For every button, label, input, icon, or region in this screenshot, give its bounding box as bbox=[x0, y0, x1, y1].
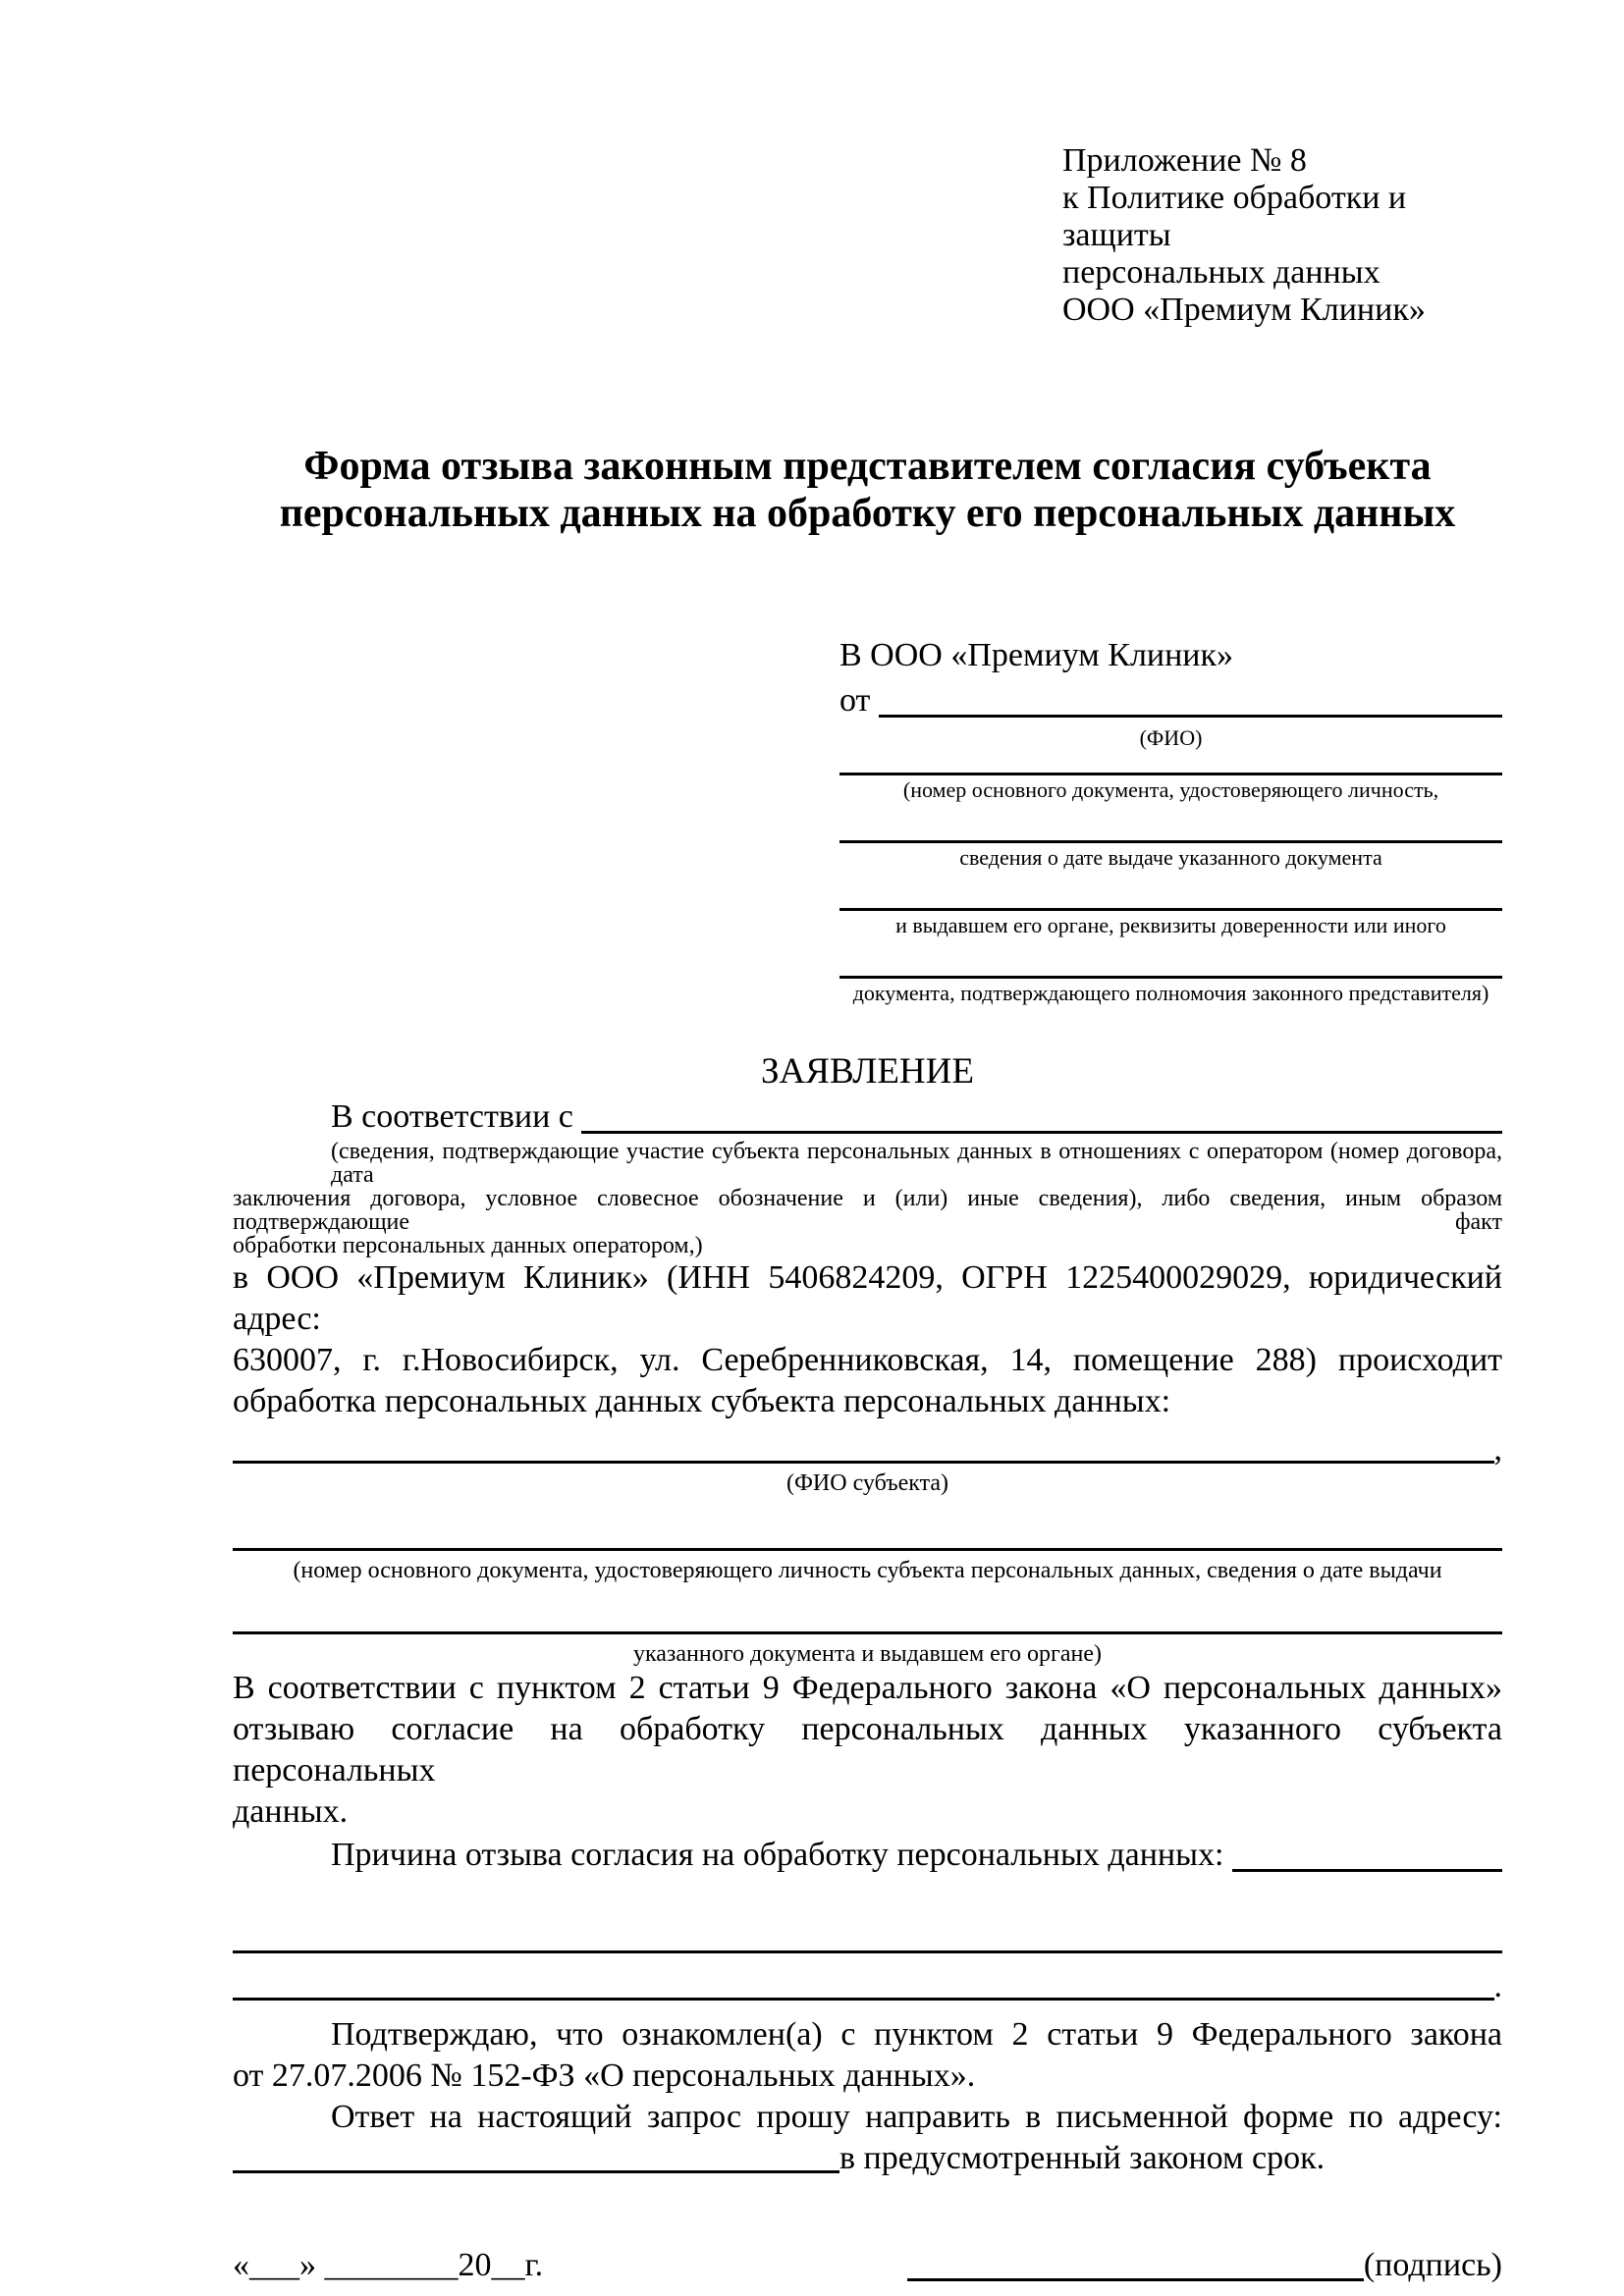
document-title: Форма отзыва законным представителем согласия субъекта персональных данных на обработку его персональных данных bbox=[279, 444, 1456, 536]
signature-block bbox=[907, 2244, 1502, 2287]
doc-field-caption: (номер основного документа, удостоверяющего личность, bbox=[902, 777, 1439, 802]
subject-doc-row bbox=[233, 1602, 1502, 1640]
reply-suffix: в предусмотренный законом срок. bbox=[839, 2140, 1326, 2176]
appendix-line: Приложение № 8 bbox=[1062, 142, 1307, 179]
recipient-to: В ООО «Премиум Клиник» bbox=[839, 637, 1234, 673]
subject-doc-row bbox=[233, 1519, 1502, 1557]
reply-address-line bbox=[233, 2141, 839, 2173]
withdrawal-line: отзываю согласие на обработку персональных данных указанного субъекта персональных bbox=[233, 1711, 1502, 1789]
intro-note-line: заключения договора, условное словесное обозначение и (или) иные сведения), либо сведения, иным образом подтверждающие факт bbox=[233, 1186, 1502, 1235]
appendix-line: персональных данных bbox=[1062, 254, 1380, 291]
intro-prefix: В соответствии с bbox=[331, 1098, 582, 1135]
subject-doc-line bbox=[233, 1602, 1502, 1634]
confirm-line: от 27.07.2006 № 152-ФЗ «О персональных данных». bbox=[233, 2057, 976, 2094]
withdrawal-line: В соответствии с пунктом 2 статьи 9 Федерального закона «О персональных данных» bbox=[233, 1670, 1502, 1706]
subject-fio-trailing: , bbox=[1493, 1431, 1502, 1468]
intro-row bbox=[233, 1095, 1502, 1140]
doc-field-caption: и выдавшем его органе, реквизиты доверенности или иного bbox=[895, 913, 1446, 937]
reason-field-line bbox=[1232, 1840, 1502, 1872]
from-row bbox=[839, 678, 1502, 723]
blank-field-trailing: . bbox=[1493, 1968, 1502, 2004]
subject-doc-caption: указанного документа и выдавшем его органе) bbox=[632, 1641, 1103, 1667]
confirm-line: Подтверждаю, что ознакомлен(а) с пунктом 2 статьи 9 Федерального закона bbox=[331, 2016, 1502, 2053]
date-line: «___» ________20__г. bbox=[233, 2247, 544, 2283]
appendix-note bbox=[1062, 142, 1502, 329]
statement-heading: ЗАЯВЛЕНИЕ bbox=[761, 1051, 974, 1092]
withdrawal-line: данных. bbox=[233, 1793, 349, 1830]
subject-fio-line bbox=[233, 1431, 1494, 1464]
doc-field-line bbox=[839, 753, 1502, 775]
footer-row bbox=[233, 2244, 1502, 2287]
fio-caption: (ФИО) bbox=[1139, 725, 1203, 750]
reply-address-row bbox=[233, 2138, 1502, 2179]
blank-field-line bbox=[233, 1968, 1494, 2001]
from-field-line bbox=[879, 685, 1502, 718]
doc-field-caption: сведения о дате выдаче указанного документа bbox=[959, 845, 1382, 870]
operator-paragraph-line: в ООО «Премиум Клиник» (ИНН 5406824209, ОГРН 1225400029029, юридический адрес: bbox=[233, 1259, 1502, 1337]
doc-field-line bbox=[839, 805, 1502, 843]
operator-paragraph-line: 630007, г. г.Новосибирск, ул. Серебренниковская, 14, помещение 288) происходит bbox=[233, 1342, 1502, 1378]
signature-line bbox=[907, 2249, 1364, 2281]
reason-prefix: Причина отзыва согласия на обработку персональных данных: bbox=[331, 1837, 1232, 1873]
intro-field-line bbox=[581, 1101, 1502, 1134]
recipient-block bbox=[839, 633, 1502, 1008]
doc-field-line bbox=[839, 873, 1502, 911]
doc-field-caption: документа, подтверждающего полномочия законного представителя) bbox=[852, 981, 1489, 1005]
reason-row bbox=[233, 1833, 1502, 1878]
subject-doc-caption: (номер основного документа, удостоверяющего личность субъекта персональных данных, сведения о дате выдачи bbox=[293, 1558, 1442, 1583]
blank-field-line bbox=[233, 1921, 1502, 1953]
operator-paragraph-line: обработка персональных данных субъекта персональных данных: bbox=[233, 1383, 1171, 1419]
signature-caption: (подпись) bbox=[1363, 2247, 1502, 2283]
subject-doc-line bbox=[233, 1519, 1502, 1551]
subject-fio-row bbox=[233, 1430, 1502, 1469]
from-label: от bbox=[839, 682, 879, 719]
blank-field-row bbox=[233, 1921, 1502, 1959]
intro-note-line: (сведения, подтверждающие участие субъекта персональных данных в отношениях с оператором (номер договора, дата bbox=[331, 1139, 1502, 1188]
intro-note-line: обработки персональных данных оператором,) bbox=[233, 1233, 703, 1258]
blank-field-row bbox=[233, 1967, 1502, 2006]
reply-line: Ответ на настоящий запрос прошу направить в письменной форме по адресу: bbox=[331, 2099, 1502, 2135]
doc-field-line bbox=[839, 940, 1502, 979]
appendix-line: ООО «Премиум Клиник» bbox=[1062, 292, 1426, 328]
subject-fio-caption: (ФИО субъекта) bbox=[785, 1470, 949, 1496]
appendix-line: к Политике обработки и защиты bbox=[1062, 180, 1407, 253]
